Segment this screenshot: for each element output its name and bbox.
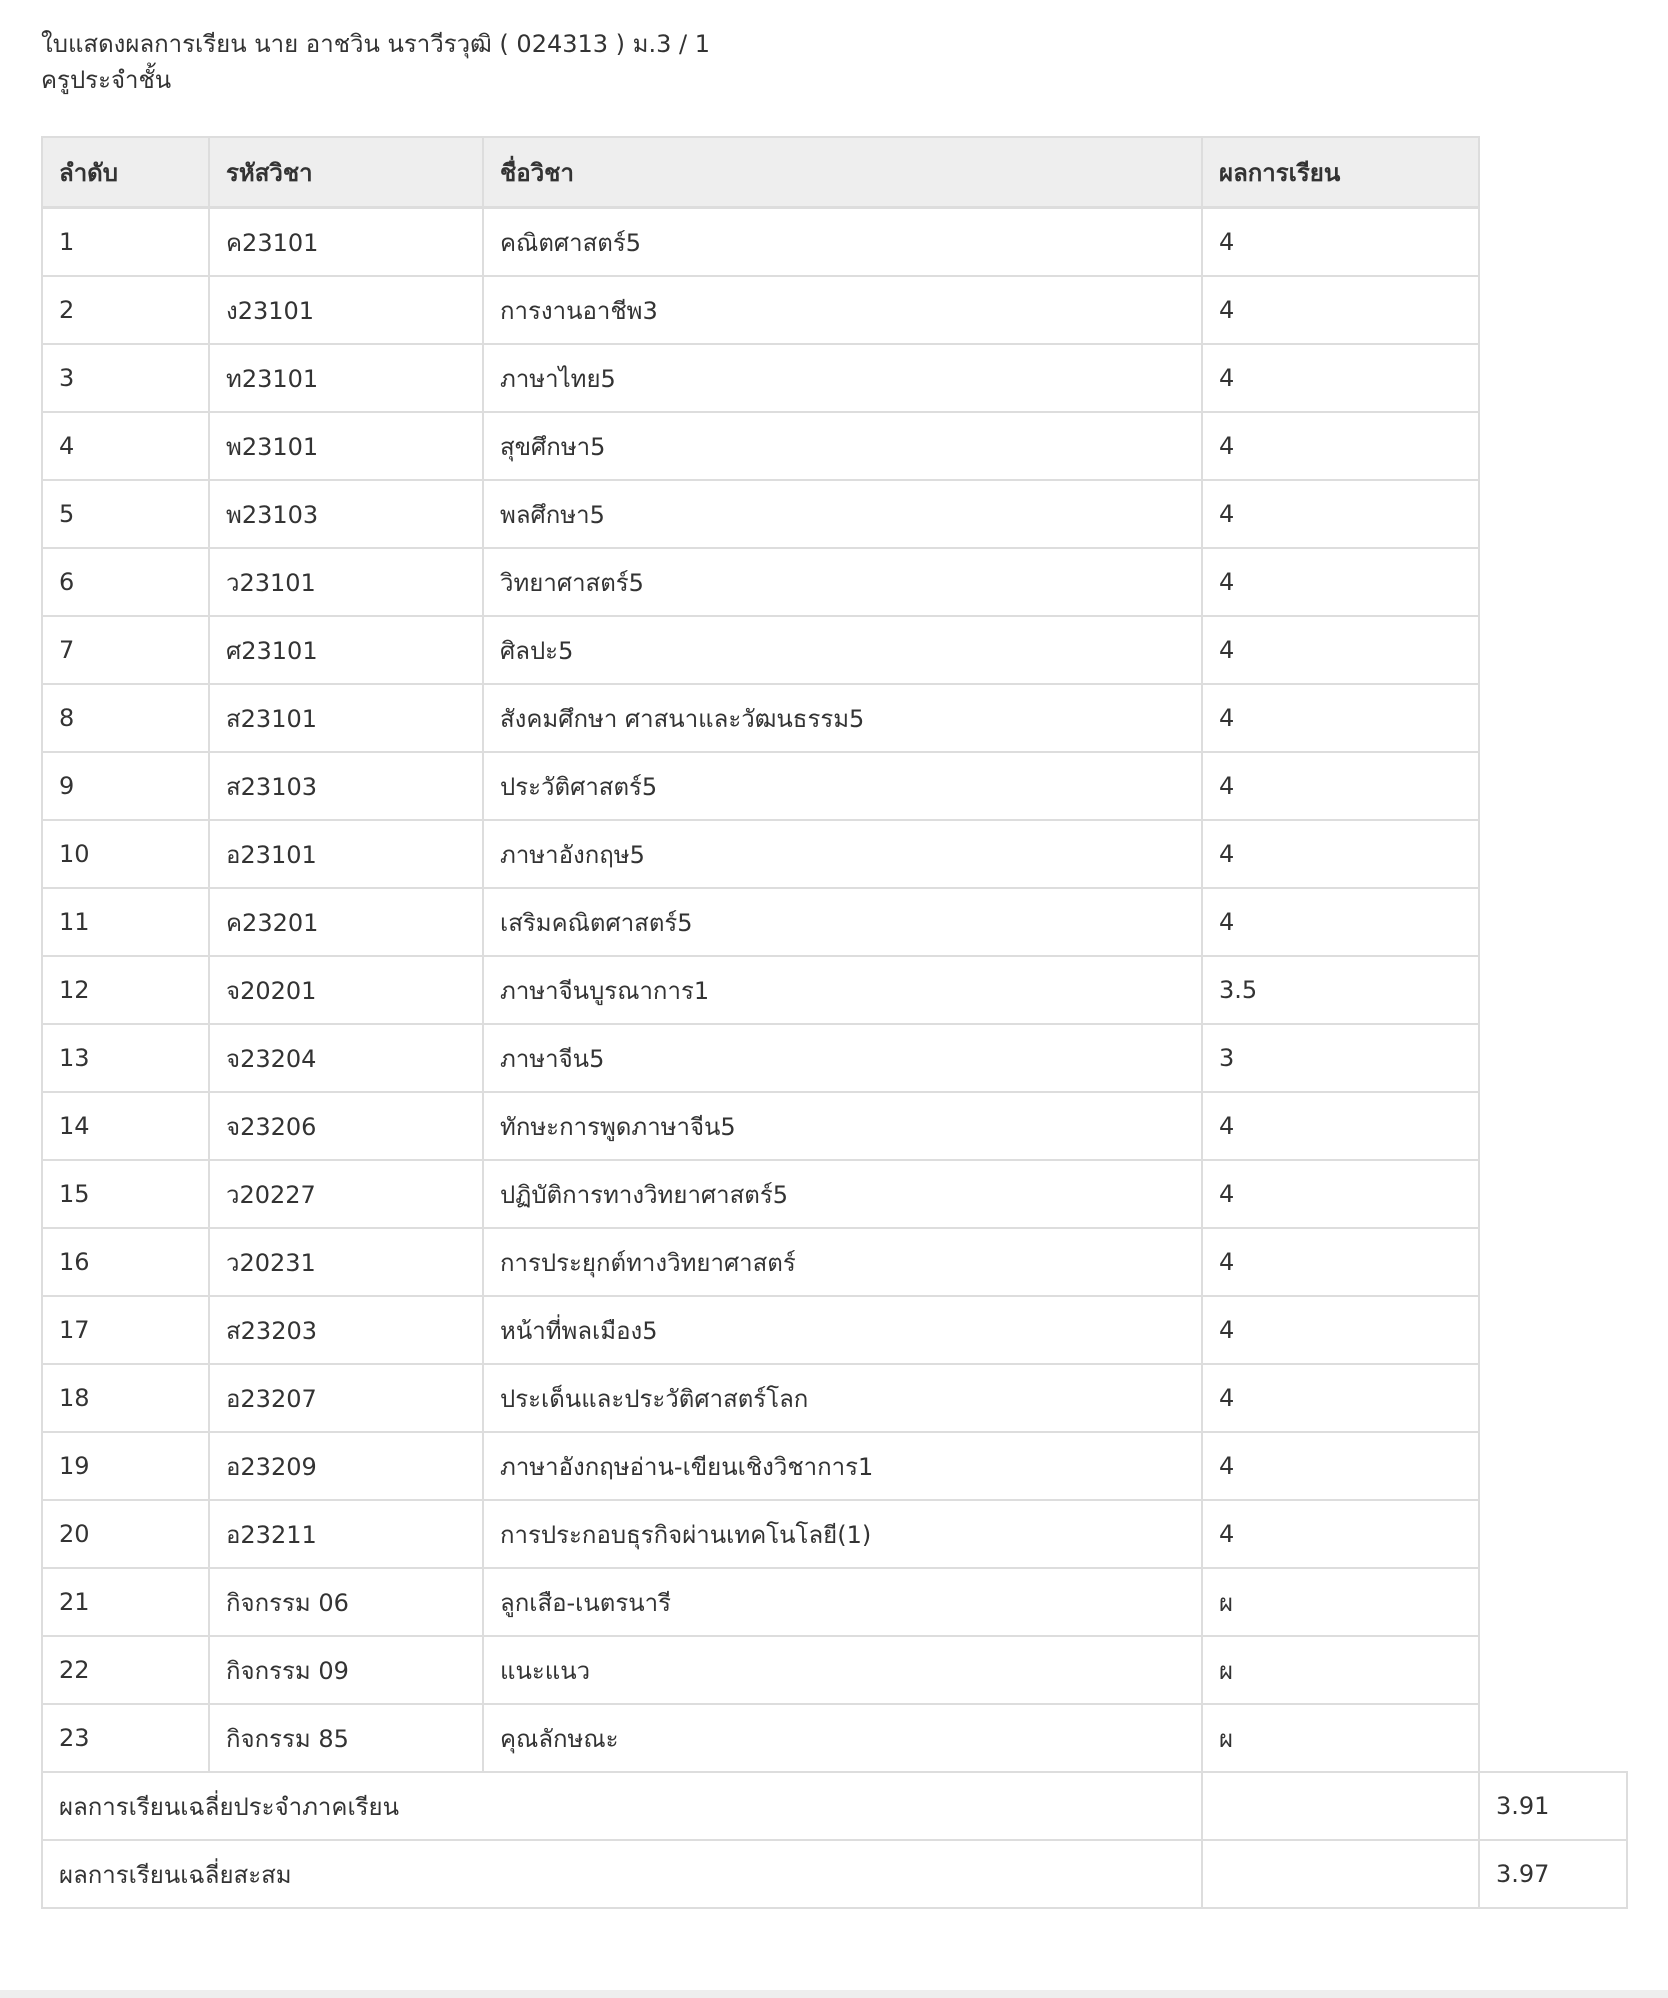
table-row [42,1704,1627,1772]
row-grade-cell: 4 [1202,1228,1479,1296]
row-grade-cell: 4 [1202,888,1479,956]
row-grade-cell: 4 [1202,412,1479,480]
row-order-cell: 1 [42,208,209,277]
page-bottom-strip [0,1990,1668,1998]
table-row [42,1228,1627,1296]
row-grade-cell: ผ [1202,1704,1479,1772]
row-spacer [1479,1024,1627,1092]
table-row [42,820,1627,888]
semester-gpa-row [42,1772,1627,1840]
row-spacer [1479,412,1627,480]
row-spacer [1479,956,1627,1024]
row-spacer [1479,1160,1627,1228]
row-grade-cell: 4 [1202,1432,1479,1500]
row-subject-code-cell: ง23101 [209,276,483,344]
row-subject-code-cell: ท23101 [209,344,483,412]
row-spacer [1479,1636,1627,1704]
row-order-cell: 23 [42,1704,209,1772]
row-grade-cell: 4 [1202,548,1479,616]
row-subject-code-cell: ค23101 [209,208,483,277]
row-order-cell: 11 [42,888,209,956]
row-order-cell: 14 [42,1092,209,1160]
table-row [42,208,1627,277]
table-row [42,1636,1627,1704]
row-order-cell: 20 [42,1500,209,1568]
row-subject-code-cell: อ23101 [209,820,483,888]
grade-rows [42,208,1627,1773]
row-spacer [1479,1432,1627,1500]
table-row [42,548,1627,616]
row-order-cell: 19 [42,1432,209,1500]
row-subject-name-cell: ศิลปะ5 [483,616,1202,684]
row-order-cell: 22 [42,1636,209,1704]
homeroom-teacher-label: ครูประจำชั้น [41,66,172,94]
row-subject-name-cell: การประกอบธุรกิจผ่านเทคโนโลยี(1) [483,1500,1202,1568]
row-spacer [1479,208,1627,277]
row-spacer [1479,344,1627,412]
row-grade-cell: 4 [1202,684,1479,752]
row-subject-name-cell: การประยุกต์ทางวิทยาศาสตร์ [483,1228,1202,1296]
row-grade-cell: 4 [1202,752,1479,820]
row-spacer [1479,820,1627,888]
row-subject-name-cell: เสริมคณิตศาสตร์5 [483,888,1202,956]
row-grade-cell: 3.5 [1202,956,1479,1024]
table-row [42,684,1627,752]
row-spacer [1479,1500,1627,1568]
row-order-cell: 5 [42,480,209,548]
cumulative-gpa-label: ผลการเรียนเฉลี่ยสะสม [42,1840,1202,1908]
row-grade-cell: 4 [1202,820,1479,888]
row-order-cell: 4 [42,412,209,480]
column-header-subject-code: รหัสวิชา [209,137,483,208]
row-subject-code-cell: กิจกรรม 09 [209,1636,483,1704]
row-spacer [1479,1568,1627,1636]
column-header-subject-name: ชื่อวิชา [483,137,1202,208]
table-row [42,956,1627,1024]
row-subject-name-cell: ประวัติศาสตร์5 [483,752,1202,820]
row-spacer [1479,548,1627,616]
table-row [42,1092,1627,1160]
table-row [42,1160,1627,1228]
cumulative-gpa-empty-cell [1202,1840,1479,1908]
row-subject-name-cell: ประเด็นและประวัติศาสตร์โลก [483,1364,1202,1432]
row-order-cell: 21 [42,1568,209,1636]
row-spacer [1479,888,1627,956]
column-header-grade: ผลการเรียน [1202,137,1479,208]
table-row [42,616,1627,684]
row-subject-code-cell: ส23103 [209,752,483,820]
report-header [41,26,710,98]
table-row [42,1568,1627,1636]
table-row [42,1500,1627,1568]
semester-gpa-value: 3.91 [1479,1772,1627,1840]
row-order-cell: 17 [42,1296,209,1364]
row-spacer [1479,276,1627,344]
row-subject-name-cell: ภาษาจีนบูรณาการ1 [483,956,1202,1024]
row-order-cell: 6 [42,548,209,616]
row-grade-cell: 4 [1202,480,1479,548]
row-subject-name-cell: ลูกเสือ-เนตรนารี [483,1568,1202,1636]
row-order-cell: 13 [42,1024,209,1092]
row-spacer [1479,1092,1627,1160]
column-header-order: ลำดับ [42,137,209,208]
row-grade-cell: ผ [1202,1568,1479,1636]
row-subject-name-cell: สังคมศึกษา ศาสนาและวัฒนธรรม5 [483,684,1202,752]
row-spacer [1479,616,1627,684]
row-subject-name-cell: คณิตศาสตร์5 [483,208,1202,277]
row-grade-cell: 4 [1202,208,1479,277]
row-order-cell: 2 [42,276,209,344]
row-subject-name-cell: ภาษาไทย5 [483,344,1202,412]
table-header-row [42,137,1627,208]
table-row [42,1024,1627,1092]
row-grade-cell: 4 [1202,616,1479,684]
row-subject-code-cell: ส23101 [209,684,483,752]
row-spacer [1479,1704,1627,1772]
row-grade-cell: ผ [1202,1636,1479,1704]
row-subject-name-cell: คุณลักษณะ [483,1704,1202,1772]
table-row [42,412,1627,480]
row-grade-cell: 4 [1202,1296,1479,1364]
row-subject-code-cell: พ23101 [209,412,483,480]
row-subject-code-cell: กิจกรรม 85 [209,1704,483,1772]
cumulative-gpa-value: 3.97 [1479,1840,1627,1908]
grades-table [41,136,1628,1909]
table-row [42,888,1627,956]
table-header-spacer [1479,137,1627,208]
row-subject-code-cell: กิจกรรม 06 [209,1568,483,1636]
row-order-cell: 9 [42,752,209,820]
row-grade-cell: 3 [1202,1024,1479,1092]
row-spacer [1479,1228,1627,1296]
semester-gpa-empty-cell [1202,1772,1479,1840]
row-subject-code-cell: อ23207 [209,1364,483,1432]
row-subject-code-cell: ว20227 [209,1160,483,1228]
row-subject-name-cell: ทักษะการพูดภาษาจีน5 [483,1092,1202,1160]
table-row [42,480,1627,548]
row-spacer [1479,752,1627,820]
row-subject-code-cell: จ20201 [209,956,483,1024]
row-subject-code-cell: อ23209 [209,1432,483,1500]
row-subject-code-cell: ว23101 [209,548,483,616]
row-spacer [1479,1296,1627,1364]
row-order-cell: 10 [42,820,209,888]
row-grade-cell: 4 [1202,1364,1479,1432]
table-row [42,1296,1627,1364]
row-order-cell: 18 [42,1364,209,1432]
report-title: ใบแสดงผลการเรียน นาย อาชวิน นราวีรวุฒิ ( 024313 ) ม.3 / 1 [41,30,710,58]
row-grade-cell: 4 [1202,1500,1479,1568]
row-subject-code-cell: อ23211 [209,1500,483,1568]
row-subject-code-cell: จ23204 [209,1024,483,1092]
table-row [42,1364,1627,1432]
row-spacer [1479,480,1627,548]
table-row [42,752,1627,820]
row-subject-name-cell: ภาษาจีน5 [483,1024,1202,1092]
row-subject-name-cell: แนะแนว [483,1636,1202,1704]
row-order-cell: 3 [42,344,209,412]
row-spacer [1479,1364,1627,1432]
row-grade-cell: 4 [1202,1160,1479,1228]
row-subject-name-cell: ปฏิบัติการทางวิทยาศาสตร์5 [483,1160,1202,1228]
row-grade-cell: 4 [1202,344,1479,412]
row-subject-name-cell: หน้าที่พลเมือง5 [483,1296,1202,1364]
table-row [42,344,1627,412]
row-subject-code-cell: พ23103 [209,480,483,548]
row-order-cell: 7 [42,616,209,684]
row-grade-cell: 4 [1202,1092,1479,1160]
row-subject-code-cell: ค23201 [209,888,483,956]
row-order-cell: 15 [42,1160,209,1228]
row-subject-name-cell: สุขศึกษา5 [483,412,1202,480]
row-subject-code-cell: ว20231 [209,1228,483,1296]
row-subject-name-cell: ภาษาอังกฤษอ่าน-เขียนเชิงวิชาการ1 [483,1432,1202,1500]
row-subject-name-cell: ภาษาอังกฤษ5 [483,820,1202,888]
row-spacer [1479,684,1627,752]
row-order-cell: 12 [42,956,209,1024]
row-subject-name-cell: การงานอาชีพ3 [483,276,1202,344]
row-subject-name-cell: วิทยาศาสตร์5 [483,548,1202,616]
row-subject-code-cell: ศ23101 [209,616,483,684]
row-order-cell: 8 [42,684,209,752]
row-subject-code-cell: จ23206 [209,1092,483,1160]
row-grade-cell: 4 [1202,276,1479,344]
row-order-cell: 16 [42,1228,209,1296]
table-row [42,276,1627,344]
row-subject-name-cell: พลศึกษา5 [483,480,1202,548]
cumulative-gpa-row [42,1840,1627,1908]
semester-gpa-label: ผลการเรียนเฉลี่ยประจำภาคเรียน [42,1772,1202,1840]
table-row [42,1432,1627,1500]
row-subject-code-cell: ส23203 [209,1296,483,1364]
